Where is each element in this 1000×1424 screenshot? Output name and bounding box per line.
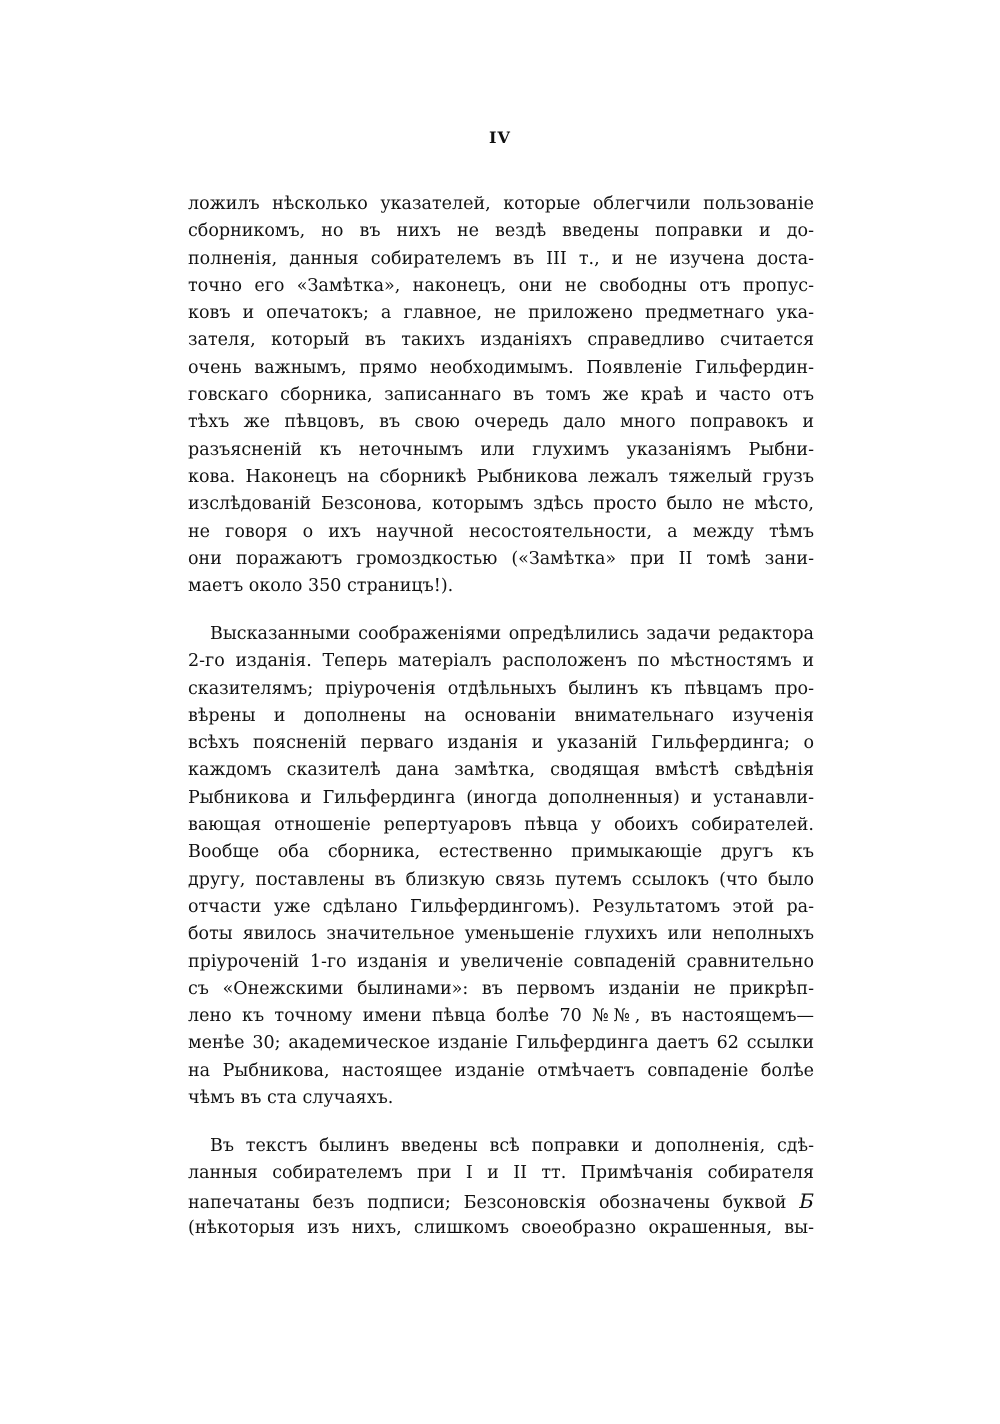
page-number: IV (489, 128, 511, 147)
text-line: маетъ около 350 страницъ!). (188, 576, 454, 597)
text-line: всѣхъ поясненій перваго изданія и указаній Гильфердинга; о (188, 733, 814, 754)
text-line: пріуроченій 1-го изданія и увеличеніе совпаденій сравнительно (188, 951, 814, 972)
text-line: отчасти уже сдѣлано Гильфердингомъ). Результатомъ этой ра- (188, 896, 814, 917)
text-line: 2-го изданія. Теперь матеріалъ расположенъ по мѣстностямъ и (188, 651, 814, 672)
text-line: кова. Наконецъ на сборникѣ Рыбникова лежалъ тяжелый грузъ (188, 466, 814, 487)
text-line: разъясненій къ неточнымъ или глухимъ указаніямъ Рыбни- (188, 439, 814, 460)
text-line: сборникомъ, но въ нихъ не вездѣ введены поправки и до- (188, 221, 814, 242)
text-line: вающая отношеніе репертуаровъ пѣвца у обоихъ собирателей. (188, 815, 814, 836)
text-line: ковъ и опечатокъ; а главное, не приложено предметнаго ука- (188, 303, 814, 324)
text-line: чѣмъ въ ста случаяхъ. (188, 1088, 394, 1109)
text-line (188, 1188, 814, 1215)
paragraph-1 (188, 191, 814, 600)
text-line: очень важнымъ, прямо необходимымъ. Появленіе Гильфердин- (188, 357, 814, 378)
text-line: сказителямъ; пріуроченія отдѣльныхъ былинъ къ пѣвцамъ про- (188, 678, 814, 699)
text-line: другу, поставлены въ близкую связь путемъ ссылокъ (что было (188, 869, 814, 890)
text-line: Высказанными соображеніями опредѣлились задачи редактора (210, 624, 814, 644)
text-line: они поражаютъ громоздкостью («Замѣтка» при II томѣ зани- (188, 548, 814, 569)
paragraph-3 (188, 1133, 814, 1242)
text-line: лено къ точному имени пѣвца болѣе 70 №№, въ настоящемъ— (188, 1006, 814, 1027)
text-line: Рыбникова и Гильфердинга (иногда дополненныя) и устанавли- (188, 787, 814, 808)
paragraph-2 (188, 621, 814, 1112)
text-line: каждомъ сказителѣ дана замѣтка, сводящая вмѣстѣ свѣдѣнія (188, 760, 814, 781)
text-line: ложилъ нѣсколько указателей, которые облегчили пользованіе (188, 194, 814, 214)
text-line: Въ текстъ былинъ введены всѣ поправки и дополненія, сдѣ- (210, 1136, 814, 1156)
text-line-content: напечатаны безъ подписи; Безсоновскія обозначены буквой (188, 1192, 787, 1213)
text-line: боты явилось значительное уменьшеніе глухихъ или неполныхъ (188, 924, 814, 945)
text-line: (нѣкоторыя изъ нихъ, слишкомъ своеобразно окрашенныя, вы- (188, 1217, 814, 1238)
text-line: ланныя собирателемъ при I и II тт. Примѣчанія собирателя (188, 1163, 814, 1184)
text-line: съ «Онежскими былинами»: въ первомъ изданіи не прикрѣп- (188, 978, 814, 999)
text-line: говскаго сборника, записаннаго въ томъ же краѣ и часто отъ (188, 385, 814, 406)
text-line: менѣе 30; академическое изданіе Гильфердинга даетъ 62 ссылки (188, 1033, 814, 1054)
text-line: точно его «Замѣтка», наконецъ, они не свободны отъ пропус- (188, 275, 814, 296)
text-line: не говоря о ихъ научной несостоятельности, а между тѣмъ (188, 521, 814, 542)
text-line: зателя, который въ такихъ изданіяхъ справедливо считается (188, 330, 814, 351)
text-line: вѣрены и дополнены на основаніи внимательнаго изученія (188, 705, 814, 726)
text-line: полненія, данныя собирателемъ въ III т., и не изучена доста- (188, 248, 814, 269)
text-line: на Рыбникова, настоящее изданіе отмѣчаетъ совпаденіе болѣе (188, 1060, 814, 1081)
text-line: изслѣдованій Безсонова, которымъ здѣсь просто было не мѣсто, (188, 494, 814, 515)
text-line: тѣхъ же пѣвцовъ, въ свою очередь дало много поправокъ и (188, 412, 814, 433)
italic-letter: Б (799, 1188, 814, 1213)
text-line: Вообще оба сборника, естественно примыкающіе другъ къ (188, 842, 814, 863)
